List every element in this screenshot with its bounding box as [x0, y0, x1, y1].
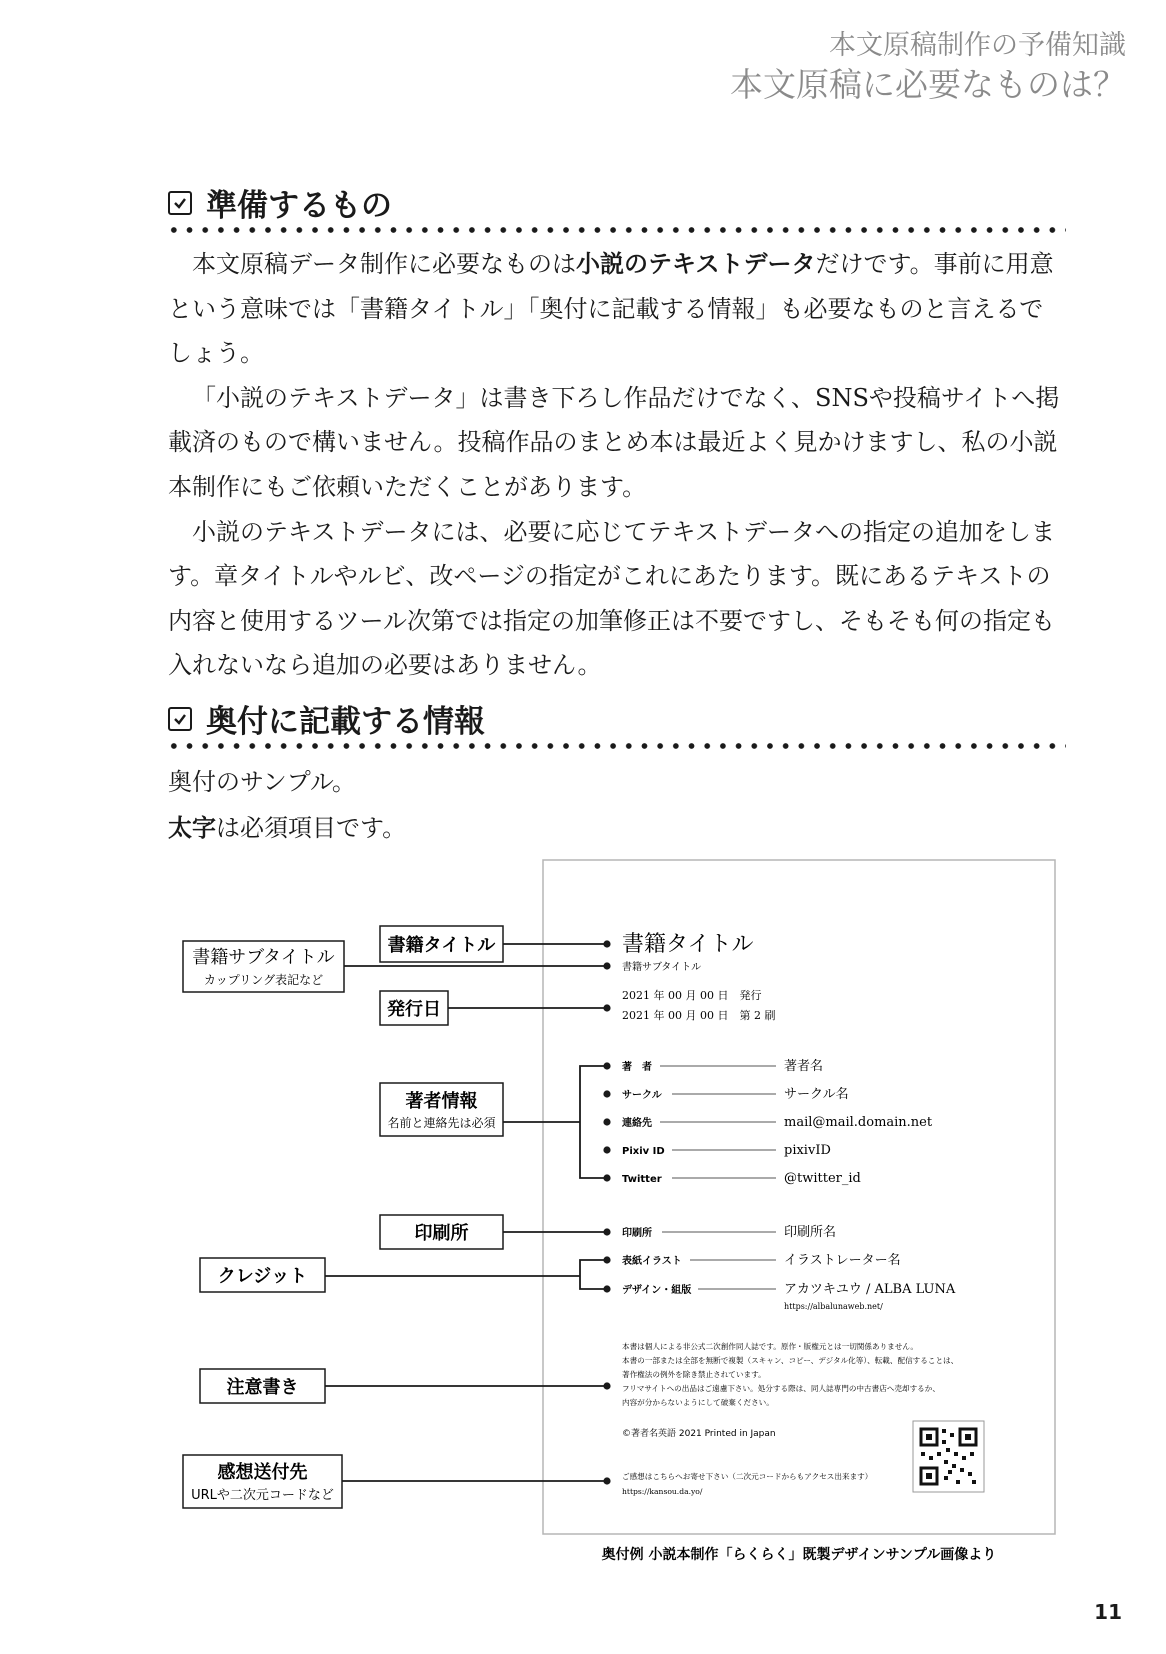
sample-intro: 奥付のサンプル。: [168, 768, 356, 796]
design-url: https://albalunaweb.net/: [784, 1302, 883, 1311]
section-title-text: 奥付に記載する情報: [206, 704, 485, 740]
label-subtitle: [183, 941, 344, 992]
label-issue-date: [380, 991, 448, 1025]
row-key: 著 者: [622, 1062, 652, 1073]
row-key: Twitter: [622, 1174, 662, 1185]
design-value: アカツキユウ / ALBA LUNA: [784, 1282, 956, 1297]
row-value: @twitter_id: [784, 1171, 861, 1186]
paragraph: 本文原稿データ制作に必要なものは小説のテキストデータだけです。事前に用意という意味では「書籍タイトル」「奥付に記載する情報」も必要なものと言えるでしょう。: [168, 250, 1054, 368]
design-key: デザイン・組版: [622, 1285, 692, 1296]
section-title-text: 準備するもの: [206, 188, 392, 224]
page-number: 11: [1094, 1600, 1122, 1624]
colophon-subtitle: 書籍サブタイトル: [622, 962, 702, 973]
row-value: pixivID: [784, 1143, 831, 1158]
svg-text:著作権法の例外を除き禁止されています。: 著作権法の例外を除き禁止されています。: [622, 1370, 766, 1379]
svg-text:フリマサイトへの出品はご遠慮下さい。処分する際は、同人誌専門: フリマサイトへの出品はご遠慮下さい。処分する際は、同人誌専門の中古書店へ売却するか、: [622, 1384, 940, 1393]
row-value: 著者名: [784, 1059, 824, 1074]
bold-term: 小説のテキストデータ: [576, 250, 816, 278]
label-subtitle-note: カップリング表記など: [203, 973, 324, 987]
svg-text:内容が分からないようにして破棄ください。: 内容が分からないようにして破棄ください。: [622, 1398, 774, 1407]
label-credit: [200, 1258, 325, 1292]
paragraph: 「小説のテキストデータ」は書き下ろし作品だけでなく、SNSや投稿サイトへ掲載済のもので構いません。投稿作品のまとめ本は最近よく見かけますし、私の小説本制作にもご依頼いただくことがあります。: [168, 383, 1060, 501]
label-printer: [380, 1215, 503, 1249]
chapter-label: 本文原稿制作の予備知識: [829, 30, 1126, 61]
row-value: mail@mail.domain.net: [784, 1115, 933, 1130]
row-key: サークル: [622, 1090, 662, 1101]
label-notice: [200, 1369, 325, 1403]
svg-text:本書の一部または全部を無断で複製（スキャン、コピー、デジタル: 本書の一部または全部を無断で複製（スキャン、コピー、デジタル化等）、転載、配信することは、: [622, 1356, 959, 1365]
label-book-title: [380, 926, 503, 962]
label-issue-date-text: 発行日: [387, 999, 441, 1020]
label-feedback-text: 感想送付先: [217, 1462, 308, 1483]
feedback-line: ご感想はこちらへお寄せ下さい（二次元コードからもアクセス出来ます）: [622, 1472, 873, 1481]
paragraph: 小説のテキストデータには、必要に応じてテキストデータへの指定の追加をします。章タイトルやルビ、改ページの指定がこれにあたります。既にあるテキストの内容と使用するツール次第では指定の加筆修正は不要ですし、そもそも何の指定も入れないなら追加の必要はありません。: [168, 517, 1056, 680]
label-book-title-text: 書籍タイトル: [387, 935, 496, 956]
label-subtitle-text: 書籍サブタイトル: [192, 947, 335, 968]
illust-value: イラストレーター名: [784, 1253, 901, 1268]
colophon-title: 書籍タイトル: [622, 932, 754, 957]
svg-text:本書は個人による非公式二次創作同人誌です。原作・版権元とは一: 本書は個人による非公式二次創作同人誌です。原作・版権元とは一切関係ありません。: [622, 1342, 918, 1351]
figure-caption: 奥付例 小説本制作「らくらく」既製デザインサンプル画像より: [601, 1547, 997, 1563]
label-author-info-note: 名前と連絡先は必須: [387, 1116, 496, 1130]
label-author-info-text: 著者情報: [405, 1091, 478, 1112]
label-author-info: [380, 1083, 503, 1136]
row-value: サークル名: [784, 1087, 849, 1102]
label-notice-text: 注意書き: [226, 1377, 299, 1398]
illust-key: 表紙イラスト: [622, 1256, 682, 1267]
bold-term: 太字: [168, 814, 216, 842]
label-feedback-note: URLや二次元コードなど: [191, 1488, 334, 1503]
feedback-url: https://kansou.da.yo/: [622, 1487, 703, 1496]
label-feedback: [183, 1455, 342, 1508]
printer-value: 印刷所名: [784, 1225, 837, 1240]
colophon-date-1: 2021 年 00 月 00 日 発行: [622, 989, 762, 1002]
qr-code-icon: [913, 1421, 984, 1492]
page-heading: 本文原稿に必要なものは？: [730, 65, 1126, 104]
sample-note: 太字は必須項目です。: [168, 814, 407, 842]
copyright: ©著者名英語 2021 Printed in Japan: [622, 1429, 776, 1439]
colophon-date-2: 2021 年 00 月 00 日 第 2 刷: [622, 1009, 776, 1022]
printer-key: 印刷所: [622, 1228, 652, 1239]
row-key: Pixiv ID: [622, 1146, 665, 1157]
row-key: 連絡先: [622, 1118, 652, 1129]
label-printer-text: 印刷所: [414, 1223, 469, 1244]
label-credit-text: クレジット: [217, 1266, 308, 1287]
